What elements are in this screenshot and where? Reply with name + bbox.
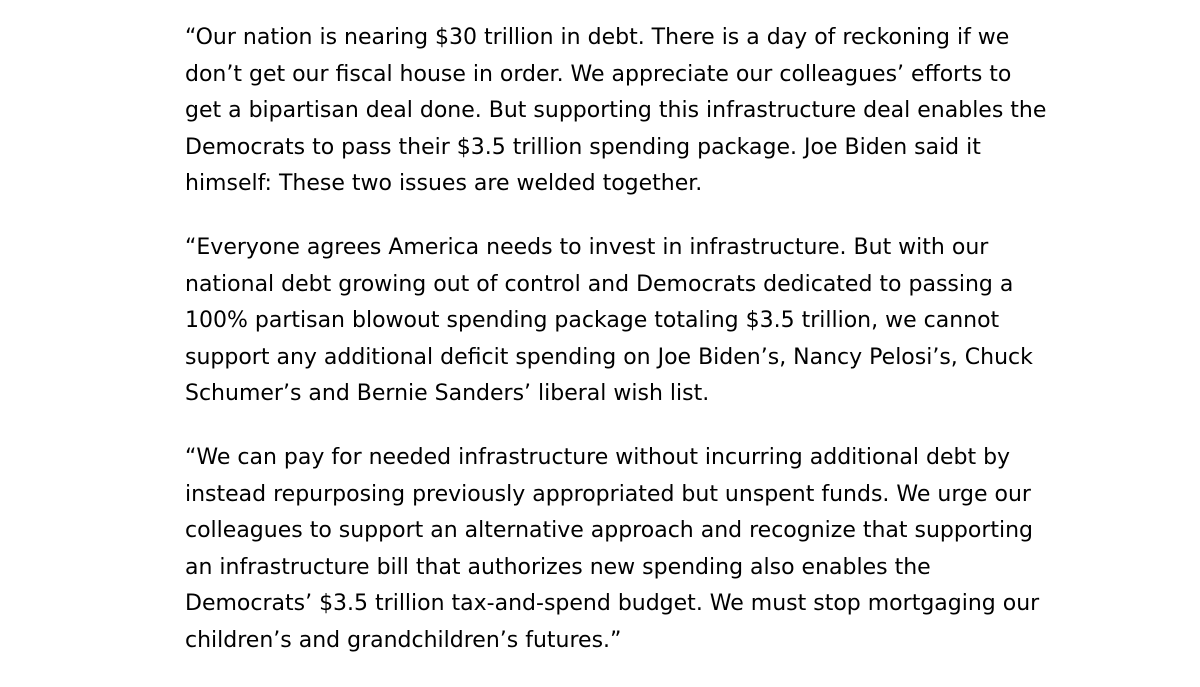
text-line: support any additional deficit spending on Joe Biden’s, Nancy Pelosi’s, Chuck: [185, 344, 1033, 370]
text-line: don’t get our fiscal house in order. We appreciate our colleagues’ efforts to: [185, 61, 1012, 87]
text-line: children’s and grandchildren’s futures.”: [185, 627, 622, 653]
text-line: an infrastructure bill that authorizes new spending also enables the: [185, 554, 931, 580]
text-line: colleagues to support an alternative approach and recognize that supporting: [185, 518, 1034, 544]
text-line: “Everyone agrees America needs to invest in infrastructure. But with our: [185, 234, 989, 260]
text-line: himself: These two issues are welded together.: [185, 171, 703, 197]
text-line: Democrats to pass their $3.5 trillion spending package. Joe Biden said it: [185, 134, 981, 160]
text-line: 100% partisan blowout spending package totaling $3.5 trillion, we cannot: [185, 308, 1000, 334]
text-line: Democrats’ $3.5 trillion tax-and-spend budget. We must stop mortgaging our: [185, 591, 1040, 617]
paragraph-invest-infrastructure: [185, 230, 1045, 413]
statement-text: [185, 20, 1045, 687]
text-line: get a bipartisan deal done. But supporting this infrastructure deal enables the: [185, 98, 1047, 124]
paragraph-debt-reckoning: [185, 20, 1045, 203]
paragraph-pay-for-infrastructure: [185, 440, 1045, 660]
text-line: national debt growing out of control and Democrats dedicated to passing a: [185, 271, 1014, 297]
text-line: instead repurposing previously appropriated but unspent funds. We urge our: [185, 481, 1031, 507]
text-line: “Our nation is nearing $30 trillion in debt. There is a day of reckoning if we: [185, 25, 1010, 50]
text-line: “We can pay for needed infrastructure without incurring additional debt by: [185, 444, 1011, 470]
text-line: Schumer’s and Bernie Sanders’ liberal wish list.: [185, 381, 710, 407]
